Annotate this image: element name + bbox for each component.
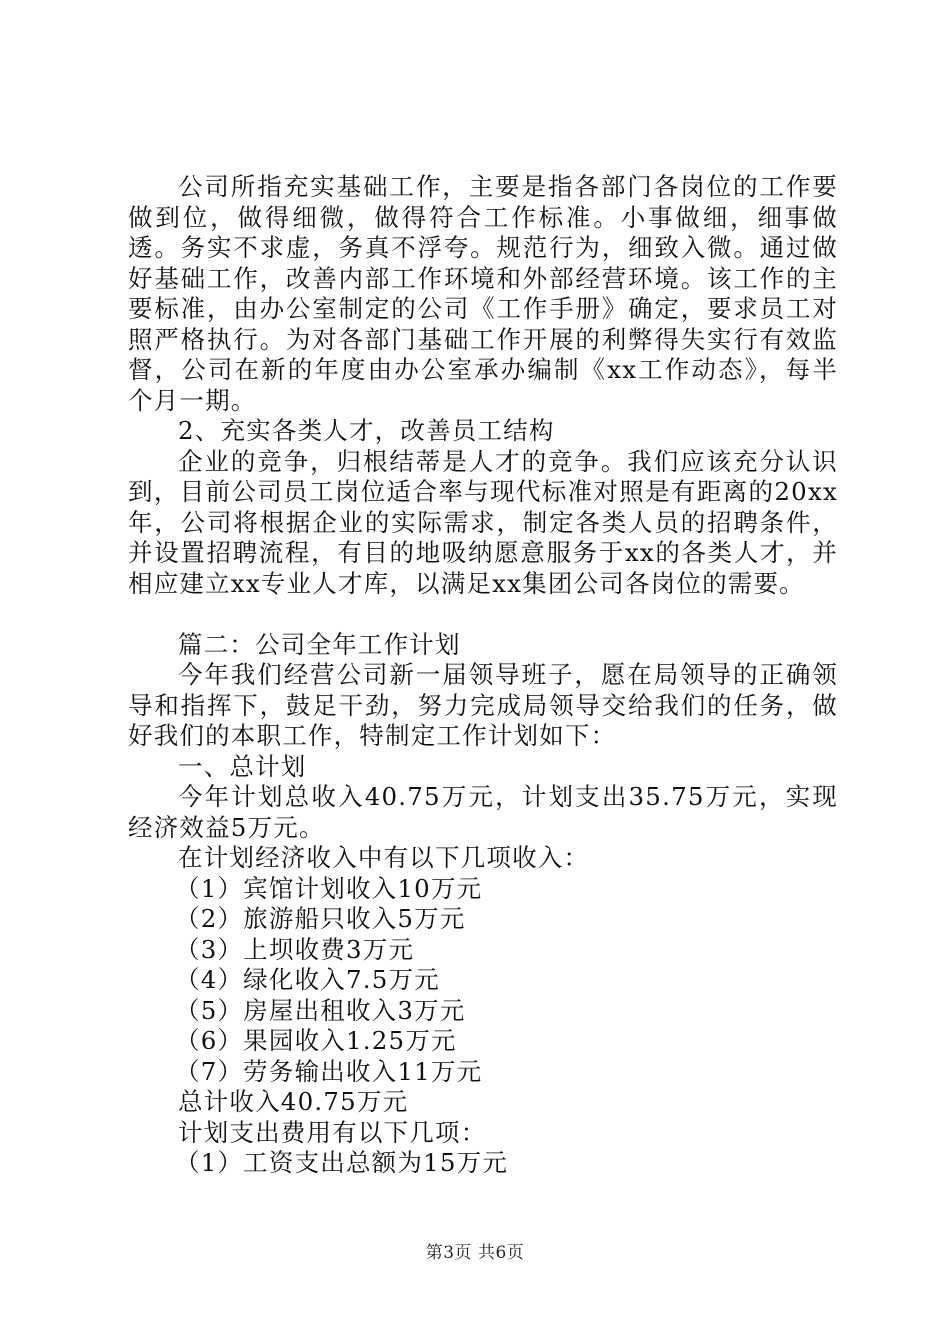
income-item: （1）宾馆计划收入10万元 xyxy=(175,873,483,903)
section-title: 篇二：公司全年工作计划 xyxy=(178,629,461,659)
income-total: 总计收入40.75万元 xyxy=(178,1087,409,1116)
income-item: （3）上坝收费3万元 xyxy=(175,934,415,964)
expense-intro: 计划支出费用有以下几项： xyxy=(178,1117,487,1147)
paragraph-basic-work: 公司所指充实基础工作，主要是指各部门各岗位的工作要做到位，做得细微，做得符合工作标准。小事做细，细事做透。务实不求虚，务真不浮夸。规范行为，细致入微。通过做好基础工作，改善内部工作环境和外部经营环境。该工作的主要标准，由办公室制定的公司《工作手册》确定，要求员工对照严格执行。为对各部门基础工作开展的利弊得失实行有效监督，公司在新的年度由办公室承办编制《xx工作动态》，每半个月一期。 xyxy=(128,172,838,415)
heading-total-plan: 一、总计划 xyxy=(178,751,307,781)
income-item: （4）绿化收入7.5万元 xyxy=(175,965,440,994)
document-body xyxy=(128,172,838,1179)
income-item: （7）劳务输出收入11万元 xyxy=(175,1056,483,1086)
income-intro: 在计划经济收入中有以下几项收入： xyxy=(178,843,590,872)
income-item: （5）房屋出租收入3万元 xyxy=(175,995,466,1025)
paragraph-intro: 今年我们经营公司新一届领导班子，愿在局领导的正确领导和指挥下，鼓足干劲，努力完成局领导交给我们的任务，做好我们的本职工作，特制定工作计划如下： xyxy=(128,660,838,750)
expense-item: （1）工资支出总额为15万元 xyxy=(175,1148,509,1177)
heading-talent: 2、充实各类人才，改善员工结构 xyxy=(178,416,555,445)
income-item: （2）旅游船只收入5万元 xyxy=(175,904,466,933)
paragraph-talent: 企业的竞争，归根结蒂是人才的竞争。我们应该充分认识到，目前公司员工岗位适合率与现代标准对照是有距离的20xx年，公司将根据企业的实际需求，制定各类人员的招聘条件，并设置招聘流程，有目的地吸纳愿意服务于xx的各类人才，并相应建立xx专业人才库，以满足xx集团公司各岗位的需要。 xyxy=(128,446,838,598)
paragraph-total-plan: 今年计划总收入40.75万元，计划支出35.75万元，实现经济效益5万元。 xyxy=(128,782,838,842)
income-item: （6）果园收入1.25万元 xyxy=(175,1026,457,1055)
blank-line xyxy=(128,599,838,630)
page-footer: 第3页 共6页 xyxy=(425,1243,525,1263)
